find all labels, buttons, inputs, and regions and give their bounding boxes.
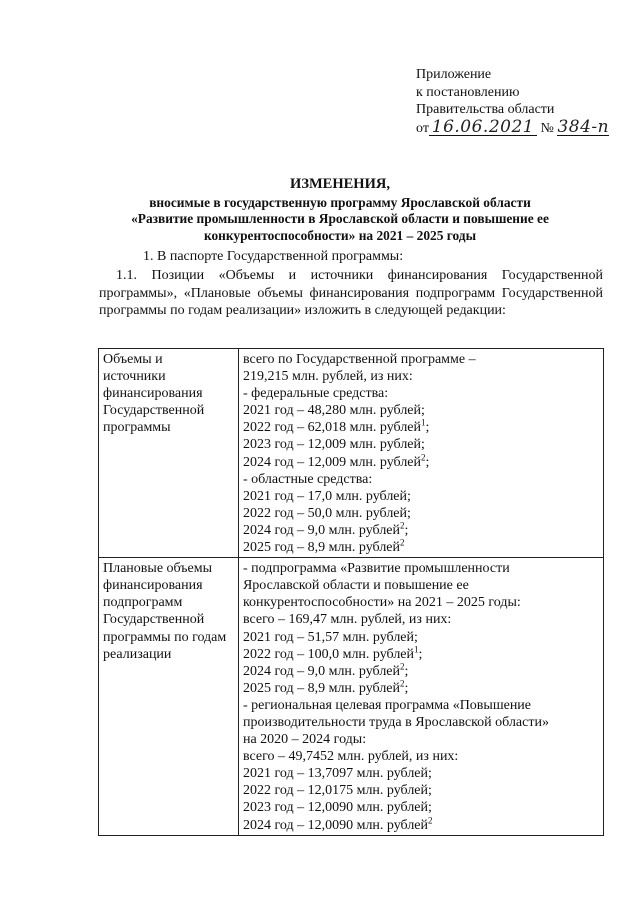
cell-value-text: 2024 год – 9,0 млн. рублей — [242, 663, 401, 679]
title-main: ИЗМЕНЕНИЯ, — [290, 176, 390, 192]
date-prefix: от — [416, 120, 429, 136]
cell-label-line: финансирования — [103, 578, 203, 594]
cell-label-line: Плановые объемы — [103, 561, 213, 577]
cell-value-line — [243, 368, 600, 385]
cell-value-line — [243, 697, 600, 714]
line-punctuation: ; — [418, 646, 423, 662]
cell-value-text: - федеральные средства: — [242, 386, 389, 402]
document-title — [80, 176, 600, 244]
title-line-2: «Развитие промышленности в Ярославской области и повышение ее — [131, 211, 549, 226]
line-punctuation: ; — [425, 420, 430, 436]
footnote-mark: 2 — [400, 678, 405, 689]
cell-value-text: - областные средства: — [242, 471, 373, 487]
cell-value-text: всего – 169,47 млн. рублей, из них: — [242, 612, 452, 628]
cell-value-text: 2025 год – 8,9 млн. рублей — [242, 680, 401, 696]
cell-value-line — [242, 451, 600, 471]
footnote-mark: 2 — [400, 537, 405, 548]
cell-value-line — [243, 471, 600, 488]
cell-value-text: всего по Государственной программе – — [242, 352, 476, 367]
cell-value-text: 2023 год – 12,0090 млн. рублей; — [242, 800, 432, 816]
appendix-title: Приложение — [416, 67, 492, 82]
cell-label-line: Объемы и — [103, 352, 163, 367]
cell-value-text: - региональная целевая программа «Повышение — [242, 697, 532, 713]
cell-label-line: Государственной — [103, 612, 205, 628]
cell-value-text: на 2020 – 2024 годы: — [242, 732, 367, 748]
cell-label-line: финансирования — [103, 386, 203, 402]
cell-value-text: 2021 год – 17,0 млн. рублей; — [242, 488, 411, 504]
number-prefix: № — [540, 120, 554, 136]
cell-value-text: Ярославской области и повышение ее — [242, 578, 469, 594]
cell-value-text: 2023 год – 12,009 млн. рублей; — [242, 437, 425, 453]
table-row — [99, 558, 604, 836]
cell-value-line — [243, 629, 600, 646]
cell-value-text: всего – 49,7452 млн. рублей, из них: — [242, 749, 459, 765]
paragraph-passport: 1. В паспорте Государственной программы: — [143, 249, 404, 264]
cell-label-line: программы по годам — [103, 629, 227, 645]
cell-value-line — [242, 643, 600, 663]
line-punctuation: ; — [404, 680, 409, 696]
cell-label-line: реализации — [103, 646, 172, 662]
cell-value-text: 2022 год – 62,018 млн. рублей — [242, 420, 422, 436]
cell-value-text: 2021 год – 51,57 млн. рублей; — [242, 629, 418, 645]
appendix-government: Правительства области — [416, 102, 555, 117]
cell-value-line — [243, 731, 600, 748]
row-value-subprograms — [238, 558, 603, 836]
appendix-header — [416, 66, 609, 137]
cell-value-line — [243, 782, 600, 799]
title-line-3: конкурентоспособности» на 2021 – 2025 годы — [203, 227, 477, 243]
cell-value-text: 2024 год – 9,0 млн. рублей — [242, 522, 401, 538]
footnote-mark: 2 — [400, 661, 405, 672]
cell-value-text: - подпрограмма «Развитие промышленности — [242, 561, 510, 577]
footnote-mark: 1 — [414, 643, 419, 654]
cell-value-line — [243, 680, 600, 697]
table-row — [99, 349, 604, 558]
row-label-subprograms — [99, 558, 239, 836]
cell-value-line — [243, 539, 600, 556]
cell-value-line — [243, 577, 600, 594]
cell-value-text: 2025 год – 8,9 млн. рублей — [242, 540, 401, 556]
cell-label-line: Государственной — [103, 403, 205, 419]
row-label-funding — [99, 349, 239, 558]
footnote-mark: 2 — [428, 814, 433, 825]
cell-value-text: 2021 год – 48,280 млн. рублей; — [242, 403, 425, 419]
cell-value-line — [243, 748, 600, 765]
cell-value-line — [243, 419, 600, 436]
cell-value-line — [243, 522, 600, 539]
line-punctuation: ; — [425, 454, 430, 470]
cell-value-line — [242, 814, 600, 834]
appendix-date-number — [416, 116, 610, 138]
line-punctuation: ; — [404, 522, 409, 538]
cell-value-line — [243, 594, 600, 611]
cell-value-text: конкурентоспособности» на 2021 – 2025 годы: — [242, 595, 521, 611]
handwritten-date: 16.06.2021 — [429, 119, 537, 136]
cell-label-line: программы — [103, 420, 171, 436]
cell-value-line — [243, 799, 600, 816]
cell-value-text: 2022 год – 100,0 млн. рублей — [242, 646, 415, 662]
footnote-mark: 2 — [400, 520, 405, 531]
cell-value-line — [243, 385, 600, 402]
cell-value-text: 2024 год – 12,009 млн. рублей — [242, 454, 422, 470]
cell-value-line — [243, 765, 600, 782]
cell-value-line — [243, 351, 600, 368]
handwritten-number: 384-п — [557, 116, 610, 137]
appendix-to-resolution: к постановлению — [416, 84, 520, 100]
cell-value-line — [243, 560, 600, 577]
cell-value-text: 2021 год – 13,7097 млн. рублей; — [242, 766, 432, 782]
title-line-1: вносимые в государственную программу Ярославской области — [149, 194, 531, 210]
cell-label-line: источники — [103, 369, 166, 385]
cell-value-line — [243, 505, 600, 522]
cell-value-text: производительности труда в Ярославской области» — [242, 714, 549, 730]
footnote-mark: 1 — [421, 417, 426, 428]
passport-table — [98, 348, 604, 836]
line-punctuation: ; — [404, 663, 409, 679]
cell-value-line — [243, 488, 600, 505]
cell-value-text: 2022 год – 50,0 млн. рублей; — [242, 505, 411, 521]
cell-value-line — [243, 714, 600, 731]
cell-value-line — [243, 611, 600, 628]
row-value-funding — [238, 349, 603, 558]
cell-value-text: 2022 год – 12,0175 млн. рублей; — [242, 783, 432, 799]
cell-label-line: подпрограмм — [103, 595, 183, 611]
cell-value-text: 2024 год – 12,0090 млн. рублей — [242, 817, 429, 833]
cell-value-line — [243, 663, 600, 680]
footnote-mark: 2 — [421, 451, 426, 462]
cell-value-text: 219,215 млн. рублей, из них: — [242, 369, 413, 385]
paragraph-positions: 1.1. Позиции «Объемы и источники финансирования Государственной программы», «Плановые объемы финансирования подпрограмм Государственной программы по годам реализации» изложить в следующей редакции: — [99, 268, 603, 318]
